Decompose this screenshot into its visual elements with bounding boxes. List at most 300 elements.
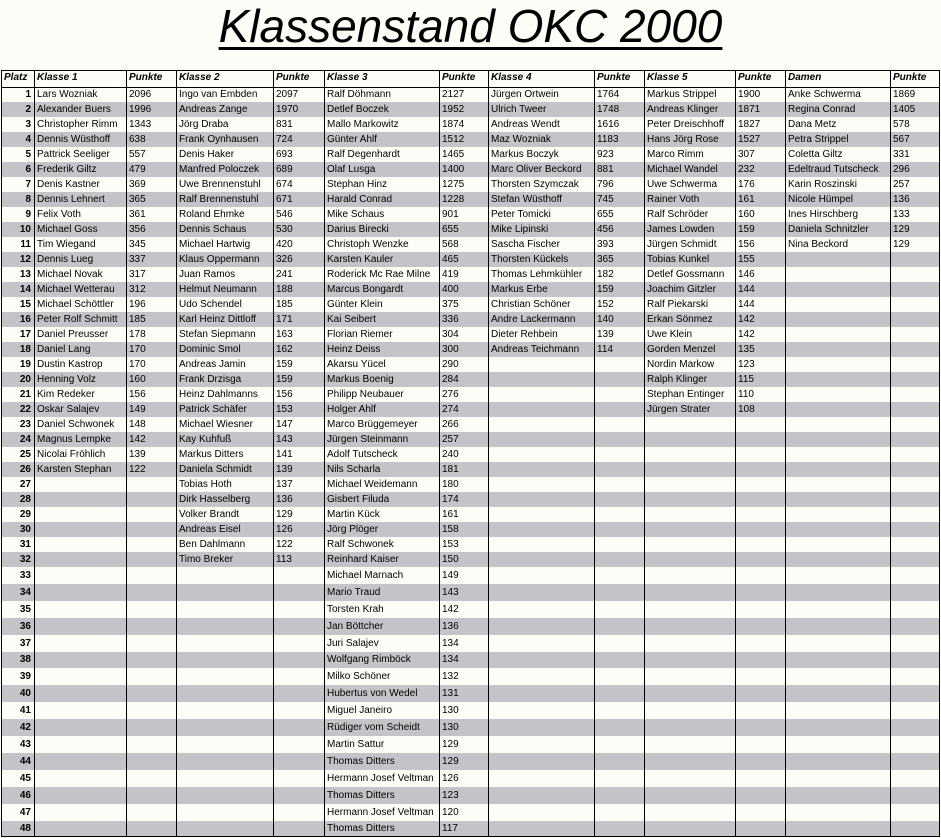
klasse3-name-cell: Kai Seibert — [327, 314, 376, 325]
klasse2-name-cell: Tobias Hoth — [179, 479, 232, 490]
klasse2-name-cell: Roland Ehmke — [179, 209, 245, 220]
klasse2-name-cell: Juan Ramos — [179, 269, 236, 280]
klasse4-name-cell: Markus Erbe — [491, 284, 548, 295]
klasse4-name-cell: Andreas Teichmann — [491, 344, 580, 355]
klasse1-points-cell: 557 — [129, 149, 146, 160]
rank-cell: 25 — [19, 449, 31, 460]
klasse3-points-cell: 130 — [442, 705, 459, 716]
column-rule — [735, 70, 736, 837]
klasse4-points-cell: 182 — [597, 269, 614, 280]
page-title-text: Klassenstand OKC 2000 — [218, 0, 723, 52]
klasse4-name-cell: Marc Oliver Beckord — [491, 164, 582, 175]
klasse1-points-cell: 149 — [129, 404, 146, 415]
klasse3-points-cell: 132 — [442, 671, 459, 682]
column-header: Klasse 1 — [37, 72, 78, 83]
klasse3-name-cell: Wolfgang Rimböck — [327, 654, 411, 665]
klasse4-name-cell: Peter Tomicki — [491, 209, 551, 220]
klasse1-name-cell: Dennis Lueg — [37, 254, 94, 265]
klasse4-name-cell: Ulrich Tweer — [491, 104, 547, 115]
damen-points-cell: 567 — [893, 134, 910, 145]
klasse2-name-cell: Uwe Brennenstuhl — [179, 179, 261, 190]
klasse5-name-cell: Erkan Sönmez — [647, 314, 713, 325]
klasse2-points-cell: 159 — [276, 374, 293, 385]
klasse4-points-cell: 365 — [597, 254, 614, 265]
klasse5-points-cell: 108 — [738, 404, 755, 415]
klasse4-points-cell: 1764 — [597, 89, 620, 100]
klasse3-name-cell: Miguel Janeiro — [327, 705, 393, 716]
klasse3-name-cell: Detlef Boczek — [327, 104, 389, 115]
klasse4-name-cell: Mike Lipinski — [491, 224, 549, 235]
klasse3-points-cell: 1874 — [442, 119, 465, 130]
klasse3-name-cell: Jan Böttcher — [327, 621, 384, 632]
klasse1-name-cell: Daniel Lang — [37, 344, 91, 355]
klasse2-points-cell: 137 — [276, 479, 293, 490]
klasse5-name-cell: Jürgen Strater — [647, 404, 711, 415]
klasse5-points-cell: 144 — [738, 299, 755, 310]
klasse4-name-cell: Sascha Fischer — [491, 239, 560, 250]
klasse3-name-cell: Philipp Neubauer — [327, 389, 404, 400]
column-header: Damen — [788, 72, 822, 83]
rank-cell: 43 — [19, 739, 31, 750]
rank-cell: 21 — [19, 389, 31, 400]
column-header: Punkte — [276, 72, 310, 83]
klasse3-name-cell: Jörg Plöger — [327, 524, 379, 535]
klasse1-points-cell: 317 — [129, 269, 146, 280]
klasse1-name-cell: Michael Wetterau — [37, 284, 115, 295]
klasse3-points-cell: 130 — [442, 722, 459, 733]
klasse1-name-cell: Karsten Stephan — [37, 464, 112, 475]
klasse3-name-cell: Torsten Krah — [327, 604, 384, 615]
rank-cell: 1 — [25, 89, 31, 100]
klasse3-points-cell: 134 — [442, 654, 459, 665]
klasse5-name-cell: Tobias Kunkel — [647, 254, 710, 265]
klasse1-name-cell: Oskar Salajev — [37, 404, 100, 415]
klasse2-points-cell: 141 — [276, 449, 293, 460]
klasse1-name-cell: Denis Kastner — [37, 179, 100, 190]
klasse3-points-cell: 1228 — [442, 194, 465, 205]
rank-cell: 7 — [25, 179, 31, 190]
klasse3-name-cell: Nils Scharla — [327, 464, 381, 475]
klasse4-points-cell: 140 — [597, 314, 614, 325]
rank-cell: 42 — [19, 722, 31, 733]
klasse2-points-cell: 185 — [276, 299, 293, 310]
klasse1-points-cell: 365 — [129, 194, 146, 205]
klasse2-name-cell: Daniela Schmidt — [179, 464, 252, 475]
klasse4-name-cell: Christian Schöner — [491, 299, 571, 310]
klasse3-name-cell: Martin Sattur — [327, 739, 385, 750]
column-header: Klasse 2 — [179, 72, 220, 83]
klasse3-name-cell: Christoph Wenzke — [327, 239, 409, 250]
klasse2-name-cell: Heinz Dahlmanns — [179, 389, 258, 400]
klasse5-name-cell: Markus Strippel — [647, 89, 717, 100]
klasse2-points-cell: 530 — [276, 224, 293, 235]
klasse3-points-cell: 1952 — [442, 104, 465, 115]
klasse1-name-cell: Michael Schöttler — [37, 299, 114, 310]
klasse2-name-cell: Timo Breker — [179, 554, 234, 565]
damen-points-cell: 1869 — [893, 89, 916, 100]
klasse5-name-cell: Nordin Markow — [647, 359, 715, 370]
klasse5-points-cell: 1871 — [738, 104, 761, 115]
klasse5-name-cell: Hans Jörg Rose — [647, 134, 719, 145]
klasse2-name-cell: Ralf Brennenstuhl — [179, 194, 259, 205]
klasse4-name-cell: Andreas Wendt — [491, 119, 560, 130]
klasse1-points-cell: 479 — [129, 164, 146, 175]
klasse3-points-cell: 120 — [442, 807, 459, 818]
rank-cell: 5 — [25, 149, 31, 160]
klasse2-name-cell: Frank Oynhausen — [179, 134, 259, 145]
column-rule — [439, 70, 440, 837]
damen-name-cell: Coletta Giltz — [788, 149, 843, 160]
klasse3-name-cell: Mallo Markowitz — [327, 119, 399, 130]
klasse3-points-cell: 274 — [442, 404, 459, 415]
column-header: Platz — [4, 72, 28, 83]
klasse5-name-cell: Marco Rimm — [647, 149, 704, 160]
klasse2-points-cell: 1970 — [276, 104, 299, 115]
klasse2-name-cell: Markus Ditters — [179, 449, 244, 460]
klasse3-name-cell: Mike Schaus — [327, 209, 385, 220]
klasse2-points-cell: 671 — [276, 194, 293, 205]
klasse2-points-cell: 171 — [276, 314, 293, 325]
klasse1-name-cell: Michael Goss — [37, 224, 98, 235]
klasse2-points-cell: 126 — [276, 524, 293, 535]
klasse1-name-cell: Michael Novak — [37, 269, 103, 280]
rank-cell: 6 — [25, 164, 31, 175]
klasse3-points-cell: 1275 — [442, 179, 465, 190]
damen-name-cell: Edeltraud Tutscheck — [788, 164, 879, 175]
klasse4-points-cell: 796 — [597, 179, 614, 190]
klasse3-points-cell: 174 — [442, 494, 459, 505]
klasse3-points-cell: 465 — [442, 254, 459, 265]
klasse3-name-cell: Ralf Schwonek — [327, 539, 394, 550]
klasse5-name-cell: Ralf Piekarski — [647, 299, 709, 310]
column-header: Klasse 3 — [327, 72, 368, 83]
klasse3-name-cell: Michael Marnach — [327, 570, 404, 581]
klasse4-name-cell: Maz Wozniak — [491, 134, 551, 145]
klasse4-points-cell: 881 — [597, 164, 614, 175]
klasse2-points-cell: 143 — [276, 434, 293, 445]
klasse3-points-cell: 123 — [442, 790, 459, 801]
klasse5-points-cell: 176 — [738, 179, 755, 190]
klasse3-points-cell: 143 — [442, 587, 459, 598]
klasse1-points-cell: 1343 — [129, 119, 152, 130]
klasse1-name-cell: Alexander Buers — [37, 104, 111, 115]
klasse1-name-cell: Daniel Schwonek — [37, 419, 115, 430]
rank-cell: 40 — [19, 688, 31, 699]
klasse5-points-cell: 146 — [738, 269, 755, 280]
klasse4-points-cell: 1183 — [597, 134, 619, 145]
klasse5-points-cell: 144 — [738, 284, 755, 295]
rank-cell: 13 — [19, 269, 31, 280]
klasse4-points-cell: 1616 — [597, 119, 620, 130]
damen-points-cell: 331 — [893, 149, 910, 160]
klasse4-points-cell: 152 — [597, 299, 614, 310]
klasse1-points-cell: 156 — [129, 389, 146, 400]
klasse1-points-cell: 361 — [129, 209, 146, 220]
damen-points-cell: 578 — [893, 119, 910, 130]
klasse5-name-cell: Peter Dreischhoff — [647, 119, 725, 130]
klasse3-name-cell: Ralf Degenhardt — [327, 149, 400, 160]
klasse4-name-cell: Dieter Rehbein — [491, 329, 558, 340]
klasse1-points-cell: 1996 — [129, 104, 152, 115]
klasse1-name-cell: Frederik Giltz — [37, 164, 97, 175]
rank-cell: 18 — [19, 344, 31, 355]
klasse3-points-cell: 901 — [442, 209, 459, 220]
klasse3-points-cell: 117 — [442, 823, 458, 834]
rank-cell: 26 — [19, 464, 31, 475]
rank-cell: 37 — [19, 638, 31, 649]
rank-cell: 27 — [19, 479, 31, 490]
rank-cell: 31 — [19, 539, 31, 550]
klasse1-points-cell: 369 — [129, 179, 146, 190]
klasse5-name-cell: Uwe Klein — [647, 329, 693, 340]
klasse4-name-cell: Stefan Wüsthoff — [491, 194, 562, 205]
rank-cell: 47 — [19, 807, 31, 818]
rank-cell: 16 — [19, 314, 31, 325]
klasse1-name-cell: Daniel Preusser — [37, 329, 109, 340]
table-rule — [1, 70, 940, 71]
klasse5-name-cell: Detlef Gossmann — [647, 269, 725, 280]
klasse2-points-cell: 156 — [276, 389, 293, 400]
column-rule — [488, 70, 489, 837]
rank-cell: 29 — [19, 509, 31, 520]
klasse3-name-cell: Darius Birecki — [327, 224, 389, 235]
klasse2-name-cell: Karl Heinz Dittloff — [179, 314, 257, 325]
klasse2-name-cell: Klaus Oppermann — [179, 254, 260, 265]
klasse2-name-cell: Kay Kuhfuß — [179, 434, 232, 445]
rank-cell: 32 — [19, 554, 31, 565]
klasse2-points-cell: 693 — [276, 149, 293, 160]
klasse4-points-cell: 114 — [597, 344, 613, 355]
klasse1-points-cell: 148 — [129, 419, 146, 430]
damen-name-cell: Nina Beckord — [788, 239, 849, 250]
klasse3-points-cell: 2127 — [442, 89, 465, 100]
klasse1-name-cell: Dennis Wüsthoff — [37, 134, 111, 145]
klasse1-points-cell: 142 — [129, 434, 146, 445]
rank-cell: 17 — [19, 329, 31, 340]
klasse3-points-cell: 149 — [442, 570, 459, 581]
klasse5-points-cell: 142 — [738, 314, 755, 325]
klasse3-points-cell: 290 — [442, 359, 459, 370]
klasse4-points-cell: 1748 — [597, 104, 620, 115]
klasse3-name-cell: Holger Ahlf — [327, 404, 376, 415]
rank-cell: 4 — [25, 134, 31, 145]
klasse1-points-cell: 122 — [129, 464, 146, 475]
damen-points-cell: 1405 — [893, 104, 916, 115]
klasse2-points-cell: 326 — [276, 254, 293, 265]
damen-name-cell: Nicole Hümpel — [788, 194, 854, 205]
klasse2-points-cell: 159 — [276, 359, 293, 370]
rank-cell: 23 — [19, 419, 31, 430]
klasse3-points-cell: 300 — [442, 344, 459, 355]
klasse2-points-cell: 689 — [276, 164, 293, 175]
klasse1-name-cell: Kim Redeker — [37, 389, 95, 400]
klasse3-name-cell: Reinhard Kaiser — [327, 554, 399, 565]
klasse3-points-cell: 131 — [442, 688, 459, 699]
klasse3-points-cell: 240 — [442, 449, 459, 460]
klasse3-name-cell: Milko Schöner — [327, 671, 391, 682]
klasse3-points-cell: 134 — [442, 638, 459, 649]
damen-points-cell: 296 — [893, 164, 910, 175]
klasse2-points-cell: 136 — [276, 494, 293, 505]
klasse3-name-cell: Ralf Döhmann — [327, 89, 391, 100]
klasse5-points-cell: 110 — [738, 389, 754, 400]
klasse2-name-cell: Michael Hartwig — [179, 239, 251, 250]
klasse3-points-cell: 158 — [442, 524, 459, 535]
klasse2-points-cell: 241 — [276, 269, 293, 280]
rank-cell: 45 — [19, 773, 31, 784]
klasse4-name-cell: Jürgen Ortwein — [491, 89, 559, 100]
column-rule — [939, 70, 940, 837]
klasse1-name-cell: Pattrick Seeliger — [37, 149, 110, 160]
klasse4-points-cell: 456 — [597, 224, 614, 235]
column-rule — [644, 70, 645, 837]
klasse1-points-cell: 345 — [129, 239, 146, 250]
rank-cell: 14 — [19, 284, 31, 295]
rank-cell: 10 — [19, 224, 31, 235]
klasse2-points-cell: 122 — [276, 539, 293, 550]
column-header: Punkte — [442, 72, 476, 83]
klasse1-points-cell: 170 — [129, 359, 146, 370]
klasse3-name-cell: Jürgen Steinmann — [327, 434, 409, 445]
klasse2-name-cell: Volker Brandt — [179, 509, 240, 520]
klasse4-name-cell: Thorsten Szymczak — [491, 179, 579, 190]
klasse3-points-cell: 568 — [442, 239, 459, 250]
klasse3-name-cell: Olaf Lusga — [327, 164, 376, 175]
klasse3-name-cell: Gisbert Filuda — [327, 494, 390, 505]
klasse3-name-cell: Michael Weidemann — [327, 479, 418, 490]
column-rule — [785, 70, 786, 837]
klasse3-name-cell: Martin Kück — [327, 509, 380, 520]
rank-cell: 12 — [19, 254, 31, 265]
klasse1-name-cell: Peter Rolf Schmitt — [37, 314, 118, 325]
klasse3-points-cell: 1512 — [442, 134, 465, 145]
klasse1-points-cell: 2096 — [129, 89, 152, 100]
klasse1-name-cell: Nicolai Fröhlich — [37, 449, 106, 460]
klasse2-points-cell: 831 — [276, 119, 293, 130]
klasse3-points-cell: 304 — [442, 329, 459, 340]
klasse2-name-cell: Manfred Poloczek — [179, 164, 260, 175]
rank-cell: 28 — [19, 494, 31, 505]
klasse3-name-cell: Thomas Ditters — [327, 756, 395, 767]
rank-cell: 34 — [19, 587, 31, 598]
klasse3-name-cell: Juri Salajev — [327, 638, 379, 649]
klasse3-points-cell: 336 — [442, 314, 459, 325]
klasse1-points-cell: 356 — [129, 224, 146, 235]
klasse2-points-cell: 188 — [276, 284, 293, 295]
column-rule — [1, 70, 2, 837]
rank-cell: 2 — [25, 104, 31, 115]
klasse3-name-cell: Marcus Bongardt — [327, 284, 404, 295]
klasse2-name-cell: Jörg Draba — [179, 119, 229, 130]
klasse2-name-cell: Patrick Schäfer — [179, 404, 247, 415]
klasse5-name-cell: Stephan Entinger — [647, 389, 725, 400]
klasse5-name-cell: Uwe Schwerma — [647, 179, 718, 190]
rank-cell: 41 — [19, 705, 31, 716]
klasse5-name-cell: Jürgen Schmidt — [647, 239, 717, 250]
klasse2-name-cell: Dirk Hasselberg — [179, 494, 251, 505]
klasse4-name-cell: Thomas Lehmkühler — [491, 269, 583, 280]
klasse2-points-cell: 420 — [276, 239, 293, 250]
klasse2-name-cell: Dennis Schaus — [179, 224, 247, 235]
klasse3-points-cell: 161 — [442, 509, 459, 520]
table-rule — [1, 836, 940, 837]
klasse2-points-cell: 674 — [276, 179, 293, 190]
klasse3-points-cell: 400 — [442, 284, 459, 295]
klasse3-points-cell: 126 — [442, 773, 459, 784]
damen-name-cell: Ines Hirschberg — [788, 209, 859, 220]
column-header: Klasse 5 — [647, 72, 688, 83]
klasse3-points-cell: 150 — [442, 554, 459, 565]
klasse3-name-cell: Hermann Josef Veltman — [327, 773, 434, 784]
klasse1-points-cell: 178 — [129, 329, 146, 340]
klasse2-name-cell: Michael Wiesner — [179, 419, 253, 430]
klasse3-name-cell: Hermann Josef Veltman — [327, 807, 434, 818]
klasse4-points-cell: 745 — [597, 194, 614, 205]
klasse2-name-cell: Andreas Eisel — [179, 524, 241, 535]
klasse2-name-cell: Ingo van Embden — [179, 89, 258, 100]
klasse5-name-cell: Andreas Klinger — [647, 104, 719, 115]
klasse1-points-cell: 312 — [129, 284, 146, 295]
column-rule — [126, 70, 127, 837]
klasse4-points-cell: 159 — [597, 284, 614, 295]
klasse1-points-cell: 185 — [129, 314, 146, 325]
rank-cell: 33 — [19, 570, 31, 581]
column-rule — [890, 70, 891, 837]
klasse1-name-cell: Tim Wiegand — [37, 239, 96, 250]
klasse1-name-cell: Magnus Lempke — [37, 434, 111, 445]
klasse5-points-cell: 115 — [738, 374, 754, 385]
rank-cell: 11 — [20, 239, 31, 250]
klasse5-points-cell: 155 — [738, 254, 755, 265]
column-rule — [176, 70, 177, 837]
damen-name-cell: Regina Conrad — [788, 104, 856, 115]
damen-points-cell: 133 — [893, 209, 910, 220]
klasse1-name-cell: Dennis Lehnert — [37, 194, 105, 205]
klasse3-name-cell: Adolf Tutscheck — [327, 449, 398, 460]
klasse2-name-cell: Frank Drzisga — [179, 374, 242, 385]
klasse2-points-cell: 162 — [276, 344, 293, 355]
column-header: Punkte — [597, 72, 631, 83]
rank-cell: 39 — [19, 671, 31, 682]
klasse1-name-cell: Dustin Kastrop — [37, 359, 103, 370]
damen-points-cell: 257 — [893, 179, 910, 190]
page-title — [0, 0, 941, 60]
damen-name-cell: Karin Roszinski — [788, 179, 857, 190]
klasse5-name-cell: Ralf Schröder — [647, 209, 709, 220]
klasse1-name-cell: Christopher Rimm — [37, 119, 118, 130]
klasse1-points-cell: 337 — [129, 254, 146, 265]
klasse5-points-cell: 135 — [738, 344, 755, 355]
klasse3-points-cell: 136 — [442, 621, 459, 632]
klasse5-points-cell: 159 — [738, 224, 755, 235]
klasse5-name-cell: Gorden Menzel — [647, 344, 716, 355]
klasse5-points-cell: 1827 — [738, 119, 761, 130]
damen-name-cell: Petra Strippel — [788, 134, 849, 145]
klasse3-name-cell: Rüdiger vom Scheidt — [327, 722, 420, 733]
rank-cell: 8 — [25, 194, 31, 205]
klasse3-points-cell: 180 — [442, 479, 459, 490]
klasse2-points-cell: 2097 — [276, 89, 299, 100]
klasse1-name-cell: Lars Wozniak — [37, 89, 98, 100]
klasse5-points-cell: 1900 — [738, 89, 761, 100]
klasse3-points-cell: 1400 — [442, 164, 465, 175]
klasse4-name-cell: Markus Boczyk — [491, 149, 559, 160]
klasse5-name-cell: Rainer Voth — [647, 194, 700, 205]
damen-name-cell: Dana Metz — [788, 119, 837, 130]
klasse1-points-cell: 638 — [129, 134, 146, 145]
klasse4-points-cell: 139 — [597, 329, 614, 340]
klasse5-name-cell: Ralph Klinger — [647, 374, 708, 385]
